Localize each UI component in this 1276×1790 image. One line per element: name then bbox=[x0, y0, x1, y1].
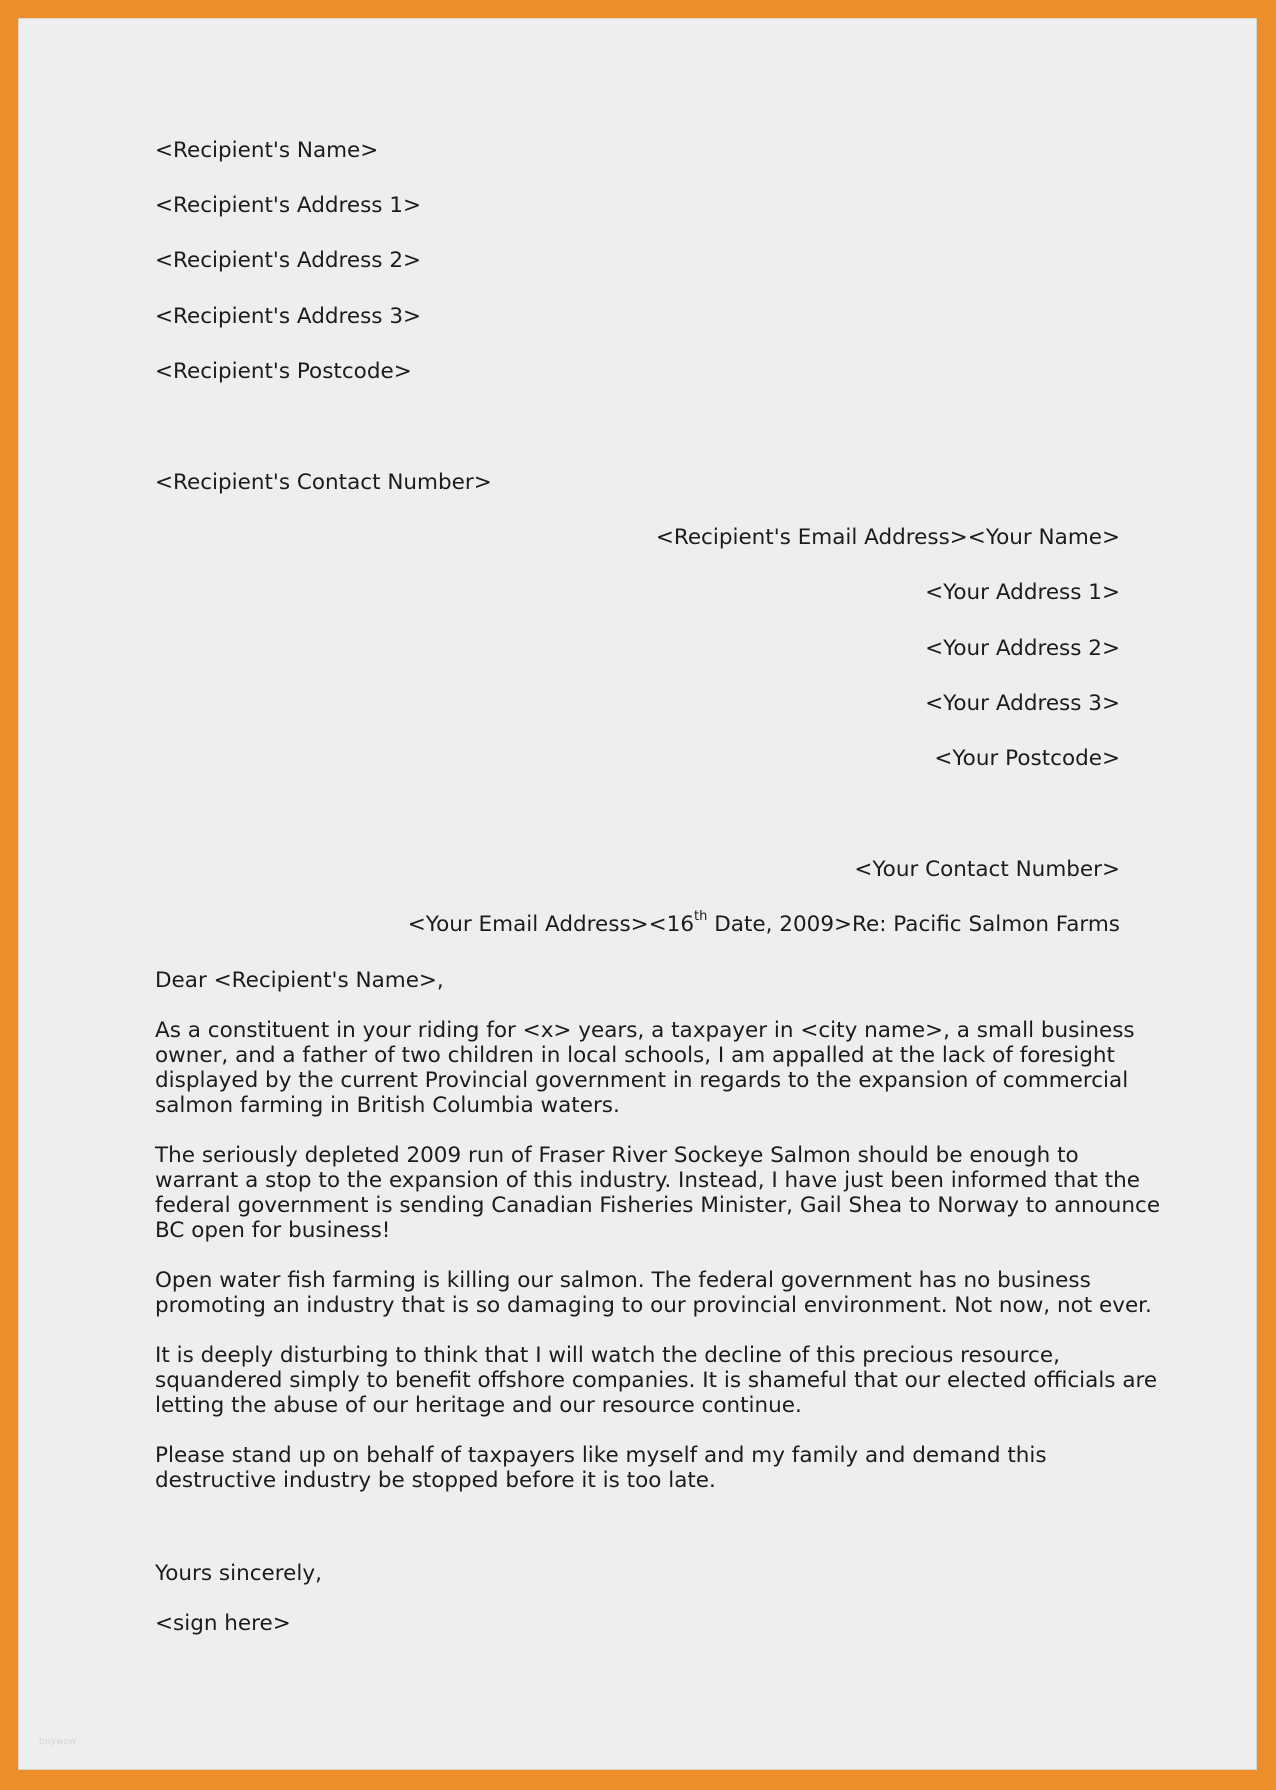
recipient-postcode: <Recipient's Postcode> bbox=[155, 359, 412, 384]
recipient-address-3: <Recipient's Address 3> bbox=[155, 304, 422, 329]
body-paragraph-5: Please stand up on behalf of taxpayers like myself and my family and demand this destructive industry be stopped before it is too late. bbox=[155, 1443, 1047, 1493]
sender-contact-number: <Your Contact Number> bbox=[854, 857, 1120, 882]
closing: Yours sincerely, bbox=[155, 1561, 322, 1586]
letter-page bbox=[18, 18, 1257, 1770]
salutation: Dear <Recipient's Name>, bbox=[155, 968, 444, 993]
date-line-suffix: Date, 2009>Re: Pacific Salmon Farms bbox=[707, 912, 1120, 937]
sender-address-1: <Your Address 1> bbox=[925, 580, 1120, 605]
sender-address-3: <Your Address 3> bbox=[925, 691, 1120, 716]
watermark: tinywow bbox=[39, 1737, 77, 1747]
recipient-name: <Recipient's Name> bbox=[155, 138, 379, 163]
signature-placeholder: <sign here> bbox=[155, 1611, 291, 1636]
recipient-contact-number: <Recipient's Contact Number> bbox=[155, 470, 492, 495]
date-subject-line bbox=[407, 908, 1120, 937]
sender-address-2: <Your Address 2> bbox=[925, 636, 1120, 661]
sender-postcode: <Your Postcode> bbox=[934, 746, 1120, 771]
body-paragraph-4: It is deeply disturbing to think that I will watch the decline of this precious resource, squandered simply to benefit offshore companies. It is shameful that our elected officials are letting the abuse of our heritage and our resource continue. bbox=[155, 1343, 1158, 1418]
date-line-prefix: <Your Email Address><16 bbox=[407, 912, 695, 937]
body-paragraph-2: The seriously depleted 2009 run of Fraser River Sockeye Salmon should be enough to warrant a stop to the expansion of this industry. Instead, I have just been informed that the federal government is sending Canadian Fisheries Minister, Gail Shea to Norway to announce BC open for business! bbox=[155, 1143, 1161, 1243]
recipient-address-2: <Recipient's Address 2> bbox=[155, 248, 422, 273]
body-paragraph-3: Open water fish farming is killing our salmon. The federal government has no business promoting an industry that is so damaging to our provincial environment. Not now, not ever. bbox=[155, 1268, 1152, 1318]
date-ordinal-suffix: th bbox=[694, 908, 708, 924]
body-paragraph-1: As a constituent in your riding for <x> years, a taxpayer in <city name>, a small business owner, and a father of two children in local schools, I am appalled at the lack of foresight displayed by the current Provincial government in regards to the expansion of commercial salmon farming in British Columbia waters. bbox=[155, 1018, 1135, 1118]
sender-email-and-name: <Recipient's Email Address><Your Name> bbox=[655, 525, 1120, 550]
recipient-address-1: <Recipient's Address 1> bbox=[155, 193, 422, 218]
